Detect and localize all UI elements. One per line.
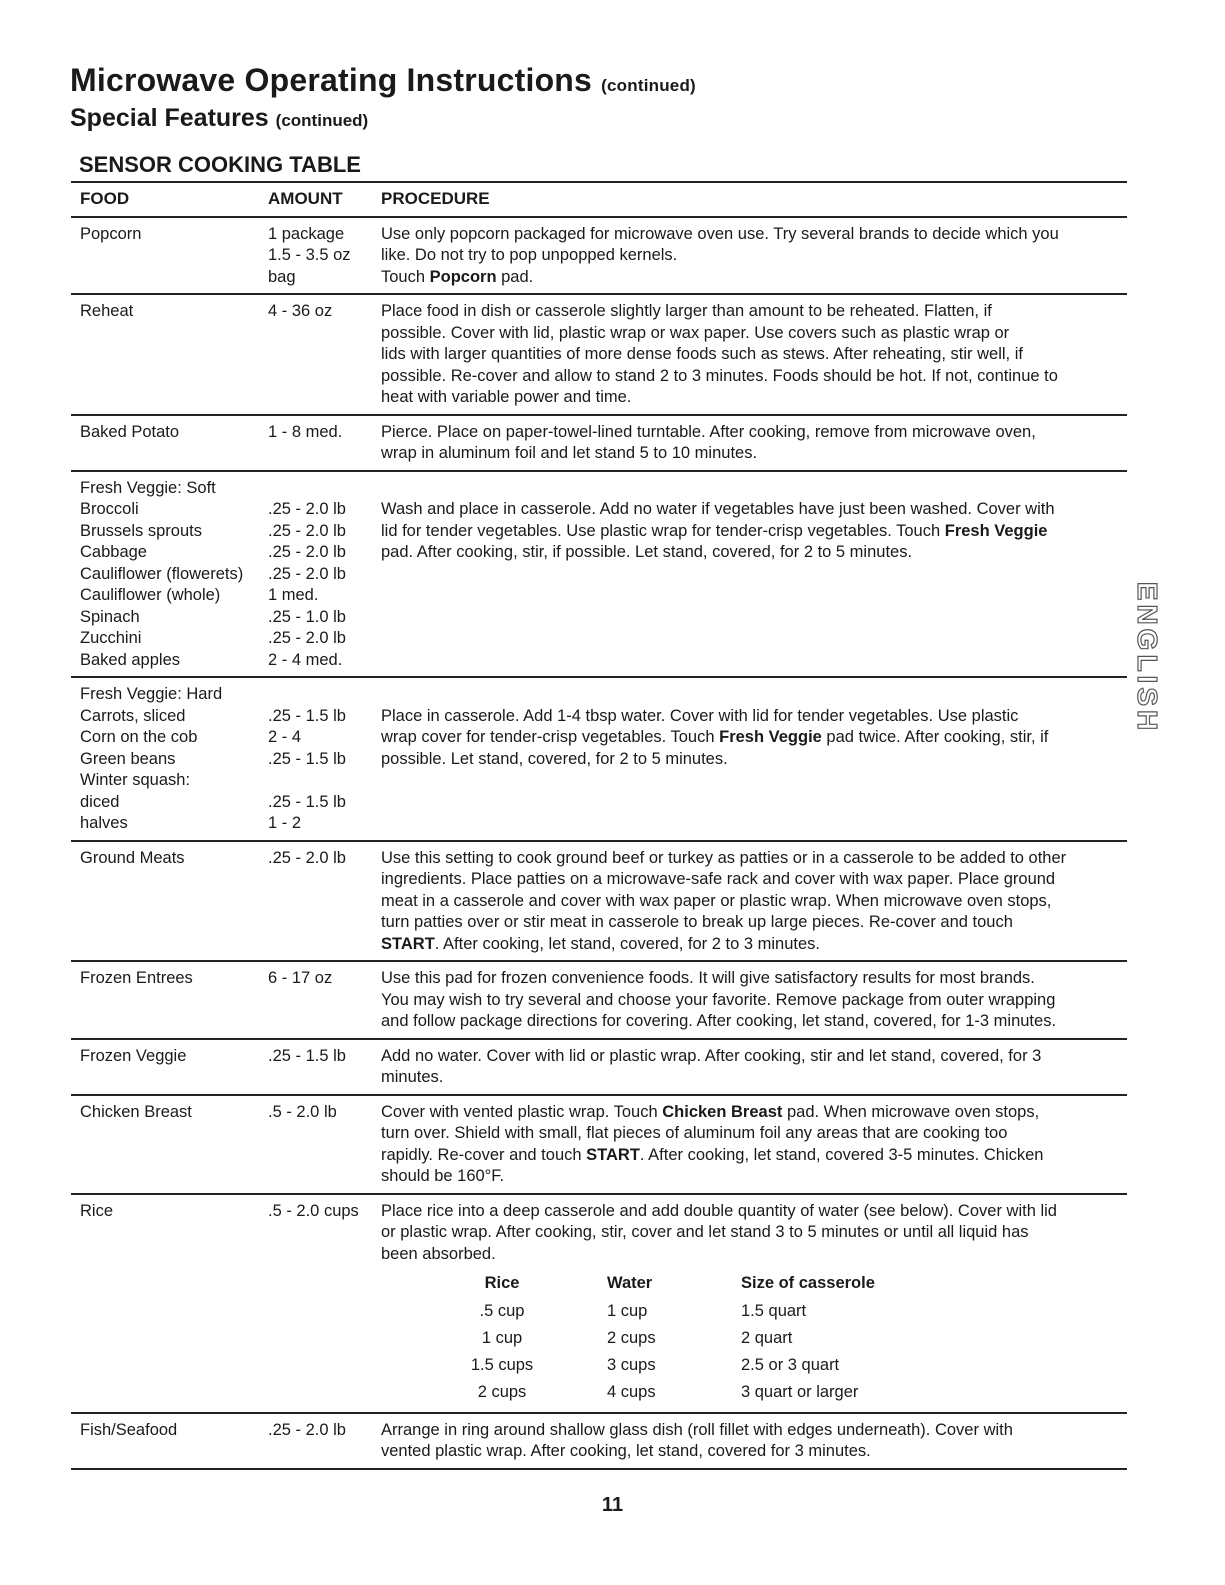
procedure-text: rapidly. Re-cover and touch [381,1145,587,1164]
amount-cell [268,684,381,835]
amount-item: .25 - 1.5 lb [268,706,346,725]
procedure-text: turn over. Shield with small, flat pieces of aluminum foil any areas that are cooking too [381,1124,1008,1142]
amount-item: 1 - 8 med. [268,422,343,441]
procedure-cell [381,224,1127,289]
table-body [71,218,1127,1470]
amount-item: bag [268,267,296,286]
procedure-line [381,1123,1127,1145]
rice-table-cell: 4 cups [607,1383,656,1402]
procedure-text: vented plastic wrap. After cooking, let stand, covered for 3 minutes. [381,1442,871,1460]
food-item: Brussels sprouts [80,521,202,540]
rice-table-row [417,1380,941,1407]
procedure-line [381,1441,1127,1463]
procedure-cell [381,848,1127,956]
procedure-text: and follow package directions for covering. After cooking, let stand, covered, for 1-3 minutes. [381,1012,1057,1030]
procedure-text: Cover with vented plastic wrap. Touch [381,1102,663,1121]
food-item: Reheat [80,302,134,320]
procedure-cell [381,1102,1127,1188]
procedure-line [381,848,1127,870]
amount-item: .25 - 1.5 lb [268,749,346,768]
procedure-line [381,1046,1127,1068]
food-item: halves [80,814,128,832]
section-subtitle-suffix: (continued) [275,111,369,130]
procedure-text: Arrange in ring around shallow glass dish (roll fillet with edges underneath). Cover with [381,1420,1013,1439]
procedure-line [381,499,1127,521]
amount-item [268,770,381,792]
food-item: Cauliflower (whole) [80,586,221,604]
procedure-line [381,366,1127,388]
procedure-line [381,1145,1127,1167]
procedure-text: turn patties over or stir meat in casserole to break up large pieces. Re-cover and touch [381,913,1013,931]
rice-table-cell: 1 cup [481,1329,523,1348]
procedure-text: lid for tender vegetables. Use plastic wrap for tender-crisp vegetables. Touch [381,521,945,540]
amount-item: .25 - 2.0 lb [268,543,346,561]
food-cell [71,224,268,289]
food-item: Popcorn [80,224,142,243]
amount-item: .25 - 1.5 lb [268,1046,346,1065]
amount-cell [268,422,381,465]
amount-item: .25 - 2.0 lb [268,564,346,583]
procedure-line [381,387,1127,409]
rice-table-row [417,1299,941,1326]
amount-item: 1 package [268,224,345,243]
procedure-line [381,344,1127,366]
food-item: Frozen Entrees [80,969,193,987]
procedure-line [381,684,1127,706]
procedure-cell [381,301,1127,409]
procedure-keyword: START [381,934,435,953]
page-title [70,62,696,99]
amount-item: .25 - 2.0 lb [268,848,346,867]
table-row [71,416,1127,472]
procedure-line [381,301,1127,323]
procedure-cell [381,684,1127,835]
food-item: Baked apples [80,650,180,669]
procedure-keyword: START [586,1145,640,1164]
procedure-keyword: Fresh Veggie [944,521,1048,540]
procedure-text: Use this setting to cook ground beef or turkey as patties or in a casserole to be added to other [381,848,1067,867]
procedure-line [381,323,1127,345]
amount-cell [268,1420,381,1463]
procedure-text: or plastic wrap. After cooking, stir, cover and let stand 3 to 5 minutes or until all liquid has [381,1223,1029,1241]
food-item: Fresh Veggie: Soft [80,478,216,497]
procedure-line [381,224,1127,246]
procedure-text: pad. After cooking, stir, if possible. Let stand, covered, for 2 to 5 minutes. [381,543,913,561]
amount-item [268,478,381,500]
food-item: Fish/Seafood [80,1420,178,1439]
procedure-line [381,934,1127,956]
food-item: Green beans [80,749,176,768]
procedure-text: been absorbed. [381,1244,496,1263]
procedure-keyword: Fresh Veggie [719,728,822,746]
food-cell [71,422,268,465]
amount-cell [268,968,381,1033]
procedure-line [381,968,1127,990]
table-row [71,1414,1127,1470]
amount-item: .25 - 2.0 lb [268,1420,346,1439]
table-title: SENSOR COOKING TABLE [79,152,361,177]
procedure-line [381,1011,1127,1033]
food-item: diced [80,792,120,811]
procedure-text: Use this pad for frozen convenience foods. It will give satisfactory results for most brands. [381,969,1035,987]
food-item: Frozen Veggie [80,1046,187,1065]
procedure-keyword: Chicken Breast [662,1102,783,1121]
rice-table-cell: 2 cups [607,1329,656,1348]
food-cell [71,684,268,835]
procedure-line [381,990,1127,1012]
food-cell [71,1201,268,1407]
amount-item: 1.5 - 3.5 oz [268,246,351,264]
table-row [71,472,1127,679]
procedure-text: pad. When microwave oven stops, [782,1102,1040,1121]
procedure-text: Pierce. Place on paper-towel-lined turntable. After cooking, remove from microwave oven, [381,422,1036,441]
food-item: Corn on the cob [80,728,198,746]
amount-cell [268,478,381,672]
rice-table-cell: 2 quart [741,1329,793,1348]
procedure-text: meat in a casserole and cover with wax paper or plastic wrap. When microwave oven stops, [381,891,1052,910]
amount-item: .5 - 2.0 cups [268,1201,359,1220]
rice-table-heading: Rice [484,1274,520,1292]
procedure-line [381,891,1127,913]
header-procedure: PROCEDURE [381,189,490,208]
procedure-cell [381,968,1127,1033]
table-row [71,842,1127,963]
procedure-line [381,749,1127,771]
food-item: Cabbage [80,543,147,561]
procedure-line [381,727,1127,749]
procedure-line [381,542,1127,564]
procedure-keyword: Popcorn [429,267,497,286]
procedure-text: ingredients. Place patties on a microwave-safe rack and cover with wax paper. Place ground [381,870,1056,888]
food-item: Zucchini [80,629,142,647]
procedure-text: pad twice. After cooking, stir, if [821,728,1049,746]
procedure-line [381,521,1127,543]
rice-table-header [417,1271,941,1299]
page-number: 11 [601,1494,624,1516]
amount-item: 1 med. [268,586,319,604]
procedure-text: like. Do not try to pop unpopped kernels. [381,246,678,264]
procedure-text: lids with larger quantities of more dense foods such as stews. After reheating, stir well, if [381,345,1023,363]
amount-cell [268,1102,381,1188]
rice-table-cell: 3 quart or larger [741,1383,859,1402]
rice-table-row [417,1353,941,1380]
page-title-suffix: (continued) [601,76,696,95]
amount-item: 6 - 17 oz [268,969,333,987]
procedure-line [381,443,1127,465]
procedure-line [381,1244,1127,1266]
rice-table-cell: 3 cups [607,1356,656,1375]
procedure-text: Touch [381,267,430,286]
food-cell [71,968,268,1033]
food-cell [71,301,268,409]
amount-item [268,684,381,706]
sensor-cooking-table [71,181,1127,1470]
food-item: Winter squash: [80,771,191,789]
rice-table-cell: 1.5 quart [741,1302,807,1321]
food-item: Cauliflower (flowerets) [80,564,244,583]
procedure-cell [381,1420,1127,1463]
procedure-text: Wash and place in casserole. Add no water if vegetables have just been washed. Cover with [381,500,1055,518]
amount-item: 1 - 2 [268,814,302,832]
procedure-text: wrap in aluminum foil and let stand 5 to 10 minutes. [381,444,758,462]
food-item: Ground Meats [80,848,185,867]
table-header-row [71,181,1127,218]
procedure-cell [381,1046,1127,1089]
procedure-line [381,1201,1127,1223]
section-subtitle-text: Special Features [70,104,269,132]
food-item: Fresh Veggie: Hard [80,685,223,703]
table-row [71,218,1127,296]
food-item: Spinach [80,607,140,626]
procedure-text: Place food in dish or casserole slightly larger than amount to be reheated. Flatten, if [381,302,992,320]
section-subtitle [70,104,368,133]
amount-item: 2 - 4 [268,728,302,746]
rice-table-heading: Size of casserole [741,1274,875,1292]
table-row [71,295,1127,416]
amount-cell [268,1201,381,1407]
table-row [71,1195,1127,1414]
procedure-text: should be 160°F. [381,1167,505,1185]
rice-table-cell: 1 cup [607,1302,648,1321]
procedure-text: possible. Re-cover and allow to stand 2 to 3 minutes. Foods should be hot. If not, continue to [381,366,1058,385]
food-cell [71,848,268,956]
procedure-text: Use only popcorn packaged for microwave oven use. Try several brands to decide which you [381,224,1059,243]
amount-item: .5 - 2.0 lb [268,1102,337,1121]
food-item: Baked Potato [80,422,180,441]
header-food: FOOD [80,189,130,208]
procedure-line [381,706,1127,728]
rice-table-cell: 2.5 or 3 quart [741,1356,840,1375]
procedure-text: Place in casserole. Add 1-4 tbsp water. Cover with lid for tender vegetables. Use plastic [381,706,1019,725]
procedure-cell [381,478,1127,672]
procedure-line [381,245,1127,267]
amount-cell [268,224,381,289]
amount-item: .25 - 2.0 lb [268,521,346,540]
language-side-tab [1127,581,1167,735]
procedure-text: wrap cover for tender-crisp vegetables. Touch [381,728,720,746]
procedure-line [381,1067,1127,1089]
header-amount: AMOUNT [268,189,343,208]
procedure-text: pad. [496,267,534,286]
amount-cell [268,848,381,956]
amount-item: .25 - 1.5 lb [268,792,346,811]
procedure-text: heat with variable power and time. [381,388,632,406]
amount-item: 4 - 36 oz [268,302,333,320]
procedure-text: Add no water. Cover with lid or plastic wrap. After cooking, stir and let stand, covered, for 3 [381,1046,1042,1065]
amount-cell [268,301,381,409]
rice-table-cell: .5 cup [479,1302,525,1321]
procedure-text: minutes. [381,1068,444,1086]
rice-table-cell: 1.5 cups [470,1356,534,1375]
food-item: Rice [80,1201,114,1220]
procedure-line [381,1420,1127,1442]
procedure-cell [381,422,1127,465]
food-item: Carrots, sliced [80,706,186,725]
procedure-line [381,1166,1127,1188]
procedure-line [381,267,1127,289]
procedure-text: possible. Cover with lid, plastic wrap or wax paper. Use covers such as plastic wrap or [381,323,1010,342]
procedure-text: You may wish to try several and choose your favorite. Remove package from outer wrapping [381,990,1056,1009]
food-cell [71,1420,268,1463]
table-row [71,1040,1127,1096]
food-cell [71,478,268,672]
table-row [71,962,1127,1040]
language-side-tab-label: ENGLISH [1132,581,1163,735]
procedure-line [381,869,1127,891]
procedure-text: . After cooking, let stand, covered 3-5 minutes. Chicken [639,1145,1044,1164]
amount-item: .25 - 2.0 lb [268,629,346,647]
table-row [71,678,1127,842]
rice-table-row [417,1326,941,1353]
table-row [71,1096,1127,1195]
food-item: Broccoli [80,500,139,518]
food-cell [71,1046,268,1089]
rice-water-table [417,1271,941,1407]
amount-item: .25 - 2.0 lb [268,500,346,518]
procedure-line [381,478,1127,500]
procedure-line [381,912,1127,934]
procedure-line [381,1102,1127,1124]
procedure-text: possible. Let stand, covered, for 2 to 5 minutes. [381,749,728,768]
procedure-line [381,422,1127,444]
food-item: Chicken Breast [80,1102,192,1121]
procedure-line [381,1222,1127,1244]
procedure-cell [381,1201,1127,1407]
food-cell [71,1102,268,1188]
amount-item: .25 - 1.0 lb [268,607,346,626]
amount-item: 2 - 4 med. [268,650,343,669]
procedure-text: . After cooking, let stand, covered, for 2 to 3 minutes. [434,934,820,953]
amount-cell [268,1046,381,1089]
page-title-text: Microwave Operating Instructions [70,62,593,98]
procedure-text: Place rice into a deep casserole and add double quantity of water (see below). Cover with lid [381,1201,1057,1220]
rice-table-cell: 2 cups [477,1383,527,1402]
rice-table-heading: Water [607,1274,653,1292]
